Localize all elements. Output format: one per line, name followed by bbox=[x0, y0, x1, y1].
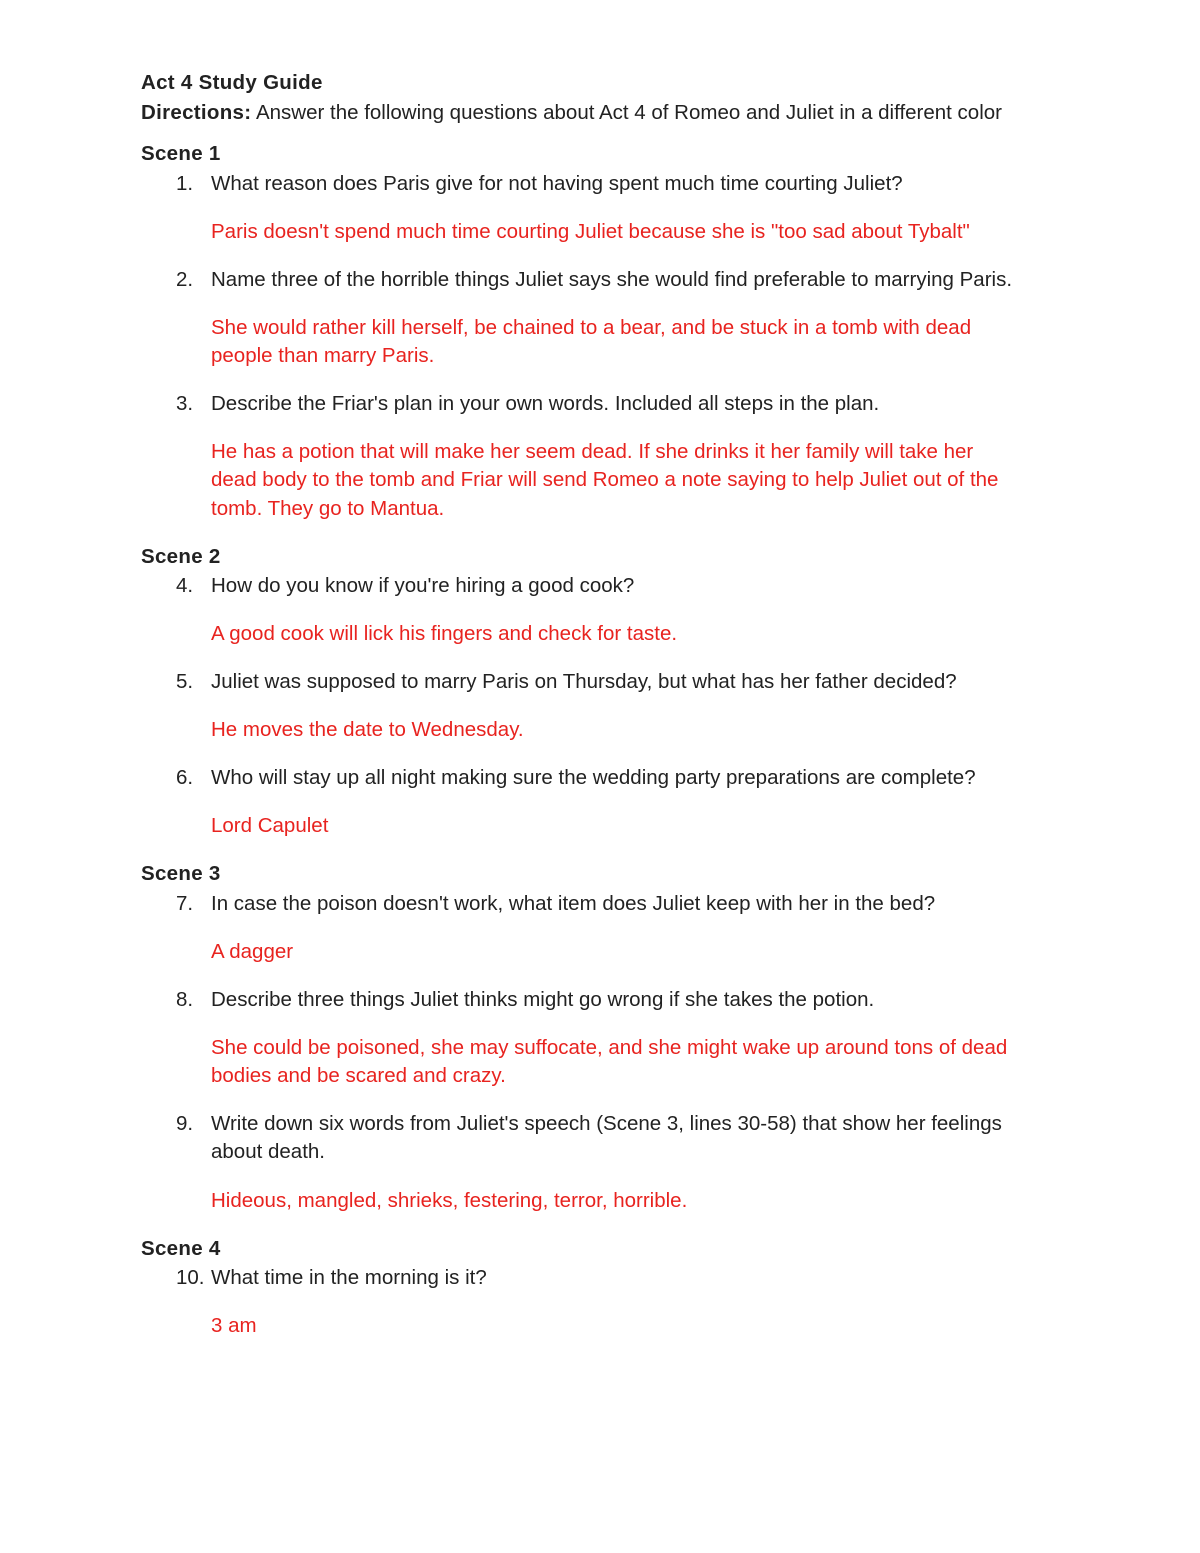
question-number: 5. bbox=[176, 670, 194, 693]
answer-text: 3 am bbox=[211, 1314, 257, 1337]
directions-text: Answer the following questions about Act 4 of Romeo and Juliet in a different color bbox=[255, 101, 1002, 124]
question-number: 6. bbox=[176, 766, 194, 789]
question-text: What time in the morning is it? bbox=[211, 1266, 487, 1289]
question-text: In case the poison doesn't work, what item does Juliet keep with her in the bed? bbox=[211, 892, 936, 915]
answer-text: dead body to the tomb and Friar will send Romeo a note saying to help Juliet out of the bbox=[211, 468, 999, 491]
directions bbox=[141, 99, 1002, 127]
answer-text: He moves the date to Wednesday. bbox=[211, 718, 524, 741]
answer-text: A dagger bbox=[211, 940, 294, 963]
answer-text: people than marry Paris. bbox=[211, 344, 435, 367]
answer-text: Paris doesn't spend much time courting Juliet because she is "too sad about Tybalt" bbox=[211, 220, 970, 243]
question-text: Juliet was supposed to marry Paris on Thursday, but what has her father decided? bbox=[211, 670, 957, 693]
page-title: Act 4 Study Guide bbox=[141, 71, 323, 94]
question-text: Name three of the horrible things Juliet says she would find preferable to marrying Paris. bbox=[211, 268, 1013, 291]
answer-text: Hideous, mangled, shrieks, festering, terror, horrible. bbox=[211, 1189, 688, 1212]
answer-text: She could be poisoned, she may suffocate, and she might wake up around tons of dead bbox=[211, 1036, 1008, 1059]
question-text: about death. bbox=[211, 1140, 325, 1163]
answer-text: A good cook will lick his fingers and check for taste. bbox=[211, 622, 678, 645]
question-number: 8. bbox=[176, 988, 194, 1011]
answer-text: He has a potion that will make her seem dead. If she drinks it her family will take her bbox=[211, 440, 974, 463]
scene-heading: Scene 1 bbox=[141, 142, 221, 165]
directions-label: Directions: bbox=[141, 101, 252, 124]
scene-heading: Scene 2 bbox=[141, 545, 221, 568]
answer-text: She would rather kill herself, be chained to a bear, and be stuck in a tomb with dead bbox=[211, 316, 972, 339]
scene-heading: Scene 3 bbox=[141, 862, 221, 885]
question-number: 10. bbox=[176, 1266, 205, 1289]
question-text: What reason does Paris give for not having spent much time courting Juliet? bbox=[211, 172, 903, 195]
question-text: How do you know if you're hiring a good cook? bbox=[211, 574, 635, 597]
question-number: 2. bbox=[176, 268, 194, 291]
answer-text: bodies and be scared and crazy. bbox=[211, 1064, 506, 1087]
question-number: 3. bbox=[176, 392, 194, 415]
question-number: 7. bbox=[176, 892, 194, 915]
question-number: 9. bbox=[176, 1112, 194, 1135]
answer-text: Lord Capulet bbox=[211, 814, 329, 837]
question-text: Describe the Friar's plan in your own words. Included all steps in the plan. bbox=[211, 392, 880, 415]
question-text: Describe three things Juliet thinks might go wrong if she takes the potion. bbox=[211, 988, 875, 1011]
question-text: Who will stay up all night making sure the wedding party preparations are complete? bbox=[211, 766, 976, 789]
answer-text: tomb. They go to Mantua. bbox=[211, 497, 445, 520]
question-number: 1. bbox=[176, 172, 194, 195]
question-number: 4. bbox=[176, 574, 194, 597]
scene-heading: Scene 4 bbox=[141, 1237, 221, 1260]
question-text: Write down six words from Juliet's speech (Scene 3, lines 30-58) that show her feelings bbox=[211, 1112, 1002, 1135]
